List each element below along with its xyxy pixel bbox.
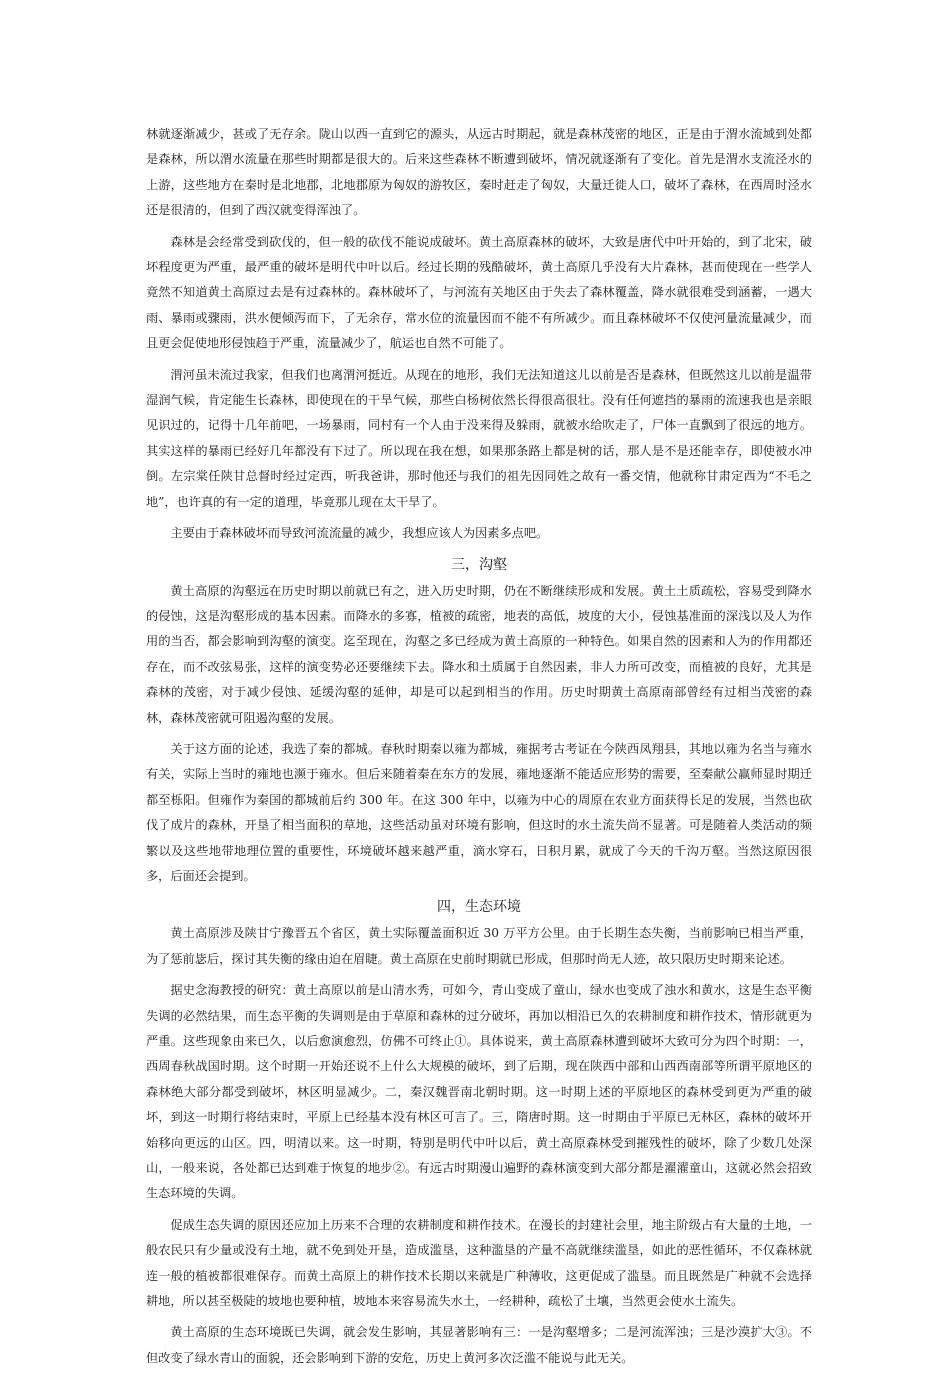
section-heading-gullies: 三，沟壑 [451,556,507,573]
paragraph-farming-system: 促成生态失调的原因还应加上历来不合理的农耕制度和耕作技术。在漫长的封建社会里，地主阶级占有大量的土地，一般农民只有少量或没有土地，就不免到处开垦，造成滥垦，这种滥垦的产量不高就继续滥垦，如此的恶性循环，不仅森林就连一般的植被都很难保存。而黄土高原上的耕作技术长期以来就是广种薄收，这更促成了滥垦。而且既然是广种就不会选择耕地，所以甚至极陡的坡地也要种植，坡地本来容易流失水土，一经耕种，疏松了土壤，当然更会使水土流失。 [146,1217,812,1309]
document-page [146,122,812,1377]
paragraph-forest-decline: 林就逐渐减少，甚或了无存余。陇山以西一直到它的源头，从远古时期起，就是森林茂密的地区，正是由于渭水流域到处都是森林，所以渭水流量在那些时期都是很大的。后来这些森林不断遭到破坏，情况就逐渐有了变化。首先是渭水支流泾水的上游，这些地方在秦时是北地郡，北地郡原为匈奴的游牧区，秦时赶走了匈奴，大量迁徙人口，破坏了森林，在西周时泾水还是很清的，但到了西汉就变得浑浊了。 [146,127,812,218]
paragraph-weihe-river: 渭河虽未流过我家，但我们也离渭河挺近。从现在的地形，我们无法知道这儿以前是否是森林，但既然这儿以前是温带湿润气候，肯定能生长森林，即使现在的干旱气候，那些白杨树依然长得很高很壮。没有任何遮挡的暴雨的流速我也是亲眼见识过的，记得十几年前吧，一场暴雨，同村有一个人由于没来得及躲雨，就被水给吹走了，尸体一直飘到了很远的地方。其实这样的暴雨已经好几年都没有下过了。所以现在我在想，如果那条路上都是树的话，那人是不是还能幸存，即使被水冲倒。左宗棠任陕甘总督时经过定西，听我爸讲，那时他还与我们的祖先因同姓之故有一番交情，他就称甘肃定西为“不毛之地”，也许真的有一定的道理，毕竟那儿现在太干旱了。 [146,367,812,509]
paragraph-human-factors: 主要由于森林破坏而导致河流流量的减少，我想应该人为因素多点吧。 [170,526,549,541]
paragraph-four-periods: 据史念海教授的研究：黄土高原以前是山清水秀，可如今，青山变成了童山，绿水也变成了浊水和黄水，这是生态平衡失调的必然结果，而生态平衡的失调则是由于草原和森林的过分破坏，再加以相沿已久的农耕制度和耕作技术，情形就更为严重。这些现象由来已久，以后愈演愈烈，仿佛不可终止①。具体说来，黄土高原森林遭到破坏大致可分为四个时期：一，西周春秋战国时期。这个时期一开始还说不上什么大规模的破坏，到了后期，现在陕西中部和山西西南部等所谓平原地区的森林绝大部分都受到破坏，林区明显减少。二，秦汉魏晋南北朝时期。这一时期上述的平原地区的森林受到更为严重的破坏，到这一时期行将结束时，平原上已经基本没有林区可言了。三，隋唐时期。这一时期由于平原已无林区，森林的破坏开始移向更远的山区。四，明清以来。这一时期，特别是明代中叶以后，黄土高原森林受到摧残性的破坏，除了少数几处深山，一般来说，各处都已达到难于恢复的地步②。有远古时期漫山遍野的森林演变到大部分都是濯濯童山，这就必然会招致生态环境的失调。 [146,983,812,1201]
paragraph-gully-formation: 黄土高原的沟壑远在历史时期以前就已有之，进入历史时期，仍在不断继续形成和发展。黄土土质疏松，容易受到降水的侵蚀，这是沟壑形成的基本因素。而降水的多寡，植被的疏密，地表的高低，坡度的大小，侵蚀基准面的深浅以及人为作用的当否，都会影响到沟壑的演变。迄至现在，沟壑之多已经成为黄土高原的一种特色。如果自然的因素和人为的作用都还存在，而不改弦易张，这样的演变势必还要继续下去。降水和土质属于自然因素，非人力所可改变，而植被的良好，尤其是森林的茂密，对于减少侵蚀、延缓沟壑的延伸，却是可以起到相当的作用。历史时期黄土高原南部曾经有过相当茂密的森林，森林茂密就可阻遏沟壑的发展。 [146,583,812,725]
paragraph-three-effects: 黄土高原的生态环境既已失调，就会发生影响，其显著影响有三：一是沟壑增多；二是河流浑浊；三是沙漠扩大③。不但改变了绿水青山的面貌，还会影响到下游的安危，历史上黄河多次泛滥不能说与此无关。 [146,1325,812,1365]
paragraph-forest-destruction: 森林是会经常受到砍伐的，但一般的砍伐不能说成破坏。黄土高原森林的破坏，大致是唐代中叶开始的，到了北宋，破坏程度更为严重，最严重的破坏是明代中叶以后。经过长期的残酷破坏，黄土高原几乎没有大片森林，甚而使现在一些学人竟然不知道黄土高原过去是有过森林的。森林破坏了，与河流有关地区由于失去了森林覆盖，降水就很难受到涵蓄，一遇大雨、暴雨或骤雨，洪水便倾泻而下，了无余存，常水位的流量因而不能不有所减少。而且森林破坏不仅使河量流量减少，而且更会促使地形侵蚀趋于严重，流量减少了，航运也自然不可能了。 [146,234,812,351]
paragraph-loess-area: 黄土高原涉及陕甘宁豫晋五个省区，黄土实际覆盖面积近 30 万平方公里。由于长期生态失衡，当前影响已相当严重，为了惩前毖后，探讨其失衡的缘由迫在眉睫。黄土高原在史前时期就已形成，但那时尚无人迹，故只限历史时期来论述。 [146,926,812,966]
section-heading-ecology: 四，生态环境 [437,899,521,916]
paragraph-qin-capital: 关于这方面的论述，我选了秦的都城。春秋时期秦以雍为都城，雍据考古考证在今陕西凤翔县，其地以雍为名当与雍水有关，实际上当时的雍地也濒于雍水。但后来随着秦在东方的发展，雍地逐渐不能适应形势的需要，至秦献公赢师显时期迁都至栎阳。但雍作为秦国的都城前后约 300 年。在这 300 年中，以雍为中心的周原在农业方面获得长足的发展，当然也砍伐了成片的森林，开垦了相当面积的草地，这些活动虽对环境有影响，但这时的水土流失尚不显著。可是随着人类活动的频繁以及这些地带地理位置的重要性，环境破坏越来越严重，滴水穿石，日积月累，就成了今天的千沟万壑。当然这原因很多，后面还会提到。 [146,741,812,883]
